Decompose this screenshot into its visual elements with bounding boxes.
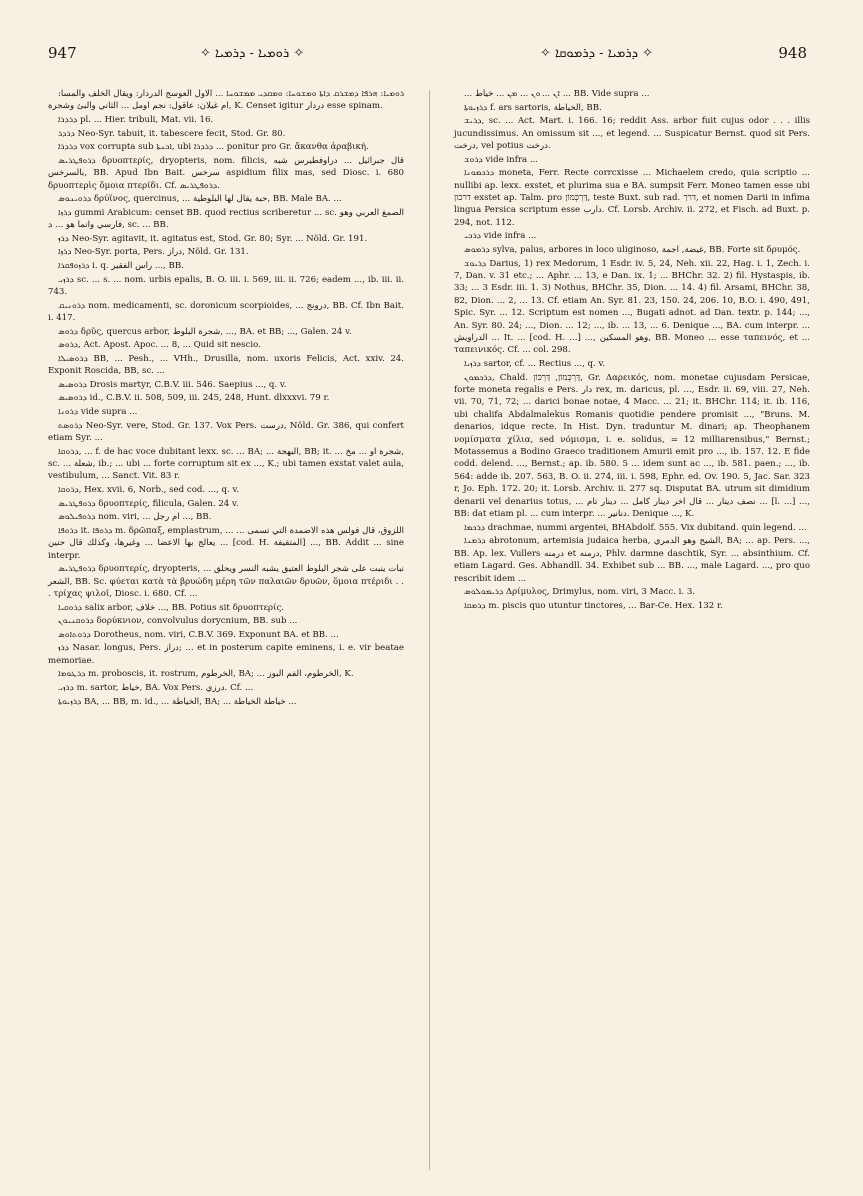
dictionary-entry: ܪܘܡܝܐ: ܗܪܦܐ ܕܡܫܪܩ ܕܐܬܐ ܘܡܫܘܚܐ: ܘܡܩܕܝ ܡܡܫܘܚܐ ... الاول العوسج الدردار: ويقال الخلف والمسا: ام غيلان: عاقول: نجم اومل ... الثاني والبئ وشجرة, K. Censet igitur دردار esse spinam. [48,89,404,112]
dictionary-entry: ܕܪܘܦܛܪܝܣ δρυοπτερίς, dryopteris, nom. filicis, قال جبرائيل ... دراوفطيرس شبه بالسرخس, BB. Apud Ibn Bait. سرخس aspidium filix mas, sed Diosc. i. 680 δρυοπτερὶς ὅμοια πτερίδι. Cf. ܕܪܘܦܛܪܝܣ. [48,155,404,191]
dictionary-entry: ܕܪܙܝ m. sartor, خياط, BA. Vox Pers. درزي. Cf. ... [58,682,254,693]
dictionary-entry: ܕܪܘܣܝܣ id., C.B.V. ii. 508, 509, iii. 245, 248, Hunt. dlxxxvi. 79 r. [58,393,330,404]
dictionary-entry: ܕܪܟܝ vide infra ... [464,231,537,242]
dictionary-entry: ܕܪܘܣܝܠܐ BB, ... Pesh., ... VHh., Drusilla, nom. uxoris Felicis, Act. xxiv. 24. Exponit Roscida, BB, sc. ... [48,353,404,377]
dictionary-entry: ܕܪܘܦܝܠܘܣ nom. viri, ... ام رجل ..., BB. [58,512,212,523]
dictionary-entry: ܕܪܙ Nasar. longus, Pers. دراز; ... et in posterum capite eminens, i. e. vir beatae memoriae. [48,643,404,666]
column-divider [429,90,430,1170]
dictionary-entry: ܕܪܙܝܘܬܐ f. ars sartoris, الخياطة, BB. [464,102,602,113]
left-running-head: ✧ ܪܘܡܝܐ - ܕܪܡܝܐ ✧ [200,46,305,61]
left-column [48,88,404,709]
dictionary-entry: ܕܪܛܘܡܐ m. proboscis, it. rostrum, الخرطوم, BA; ... الخرطوم، الفم البوز, K. [58,669,354,680]
dictionary-entry: ܕܪܘܩܝܐ salix arbor, خلاف ..., BB. Potius sit δρυοπτερίς. [58,602,285,613]
dictionary-entry: ܕܪܕܪ Neo-Syr. tabuit, it. tabescere fecit, Stod. Gr. 80. [58,128,286,139]
dictionary-entry: ܕܪܙܐ gummi Arabicum: censet BB. quod rectius scriberetur ... sc. الصمغ العربي وهو فارسي وانما هو ... ܕ, sc. ... BB. [48,207,404,231]
dictionary-entry: ܕܪܙܝܘܬܐ BA, ... BB, m. id., ... الخياطة, BA; ... خياطة الخياطة ... [58,696,297,707]
dictionary-entry: ܕܪܘܣܝܣ Drosis martyr, C.B.V. iii. 546. Saepius ..., q. v. [58,379,287,390]
dictionary-entry: ܕܪܘܢܐ vide supra ... [58,406,138,417]
dictionary-entry: ܕܪܘܦܐ it. ܕܪܘܦܐ m. δρῶπαξ, emplastrum, ... ... اللزوق، قال فولس هذه الاضمدة التي تسمى ... يعالج بها الاعضا ... وغيرها، وكذلك قال حنين [cod. H. المتقيفة] ..., BB. Addit ... sine interpr. [48,525,404,561]
dictionary-entry: ܕܪܝܡܘܠܘܣ Δρίμυλος, Drimylus, nom. viri, 3 Macc. i. 3. [464,587,696,598]
dictionary-entry: ܕܪܙܝܐ sartor, cf. ... Rectius ..., q. v. [464,359,606,370]
dictionary-entry: ܕܪܘܣܬ Neo-Syr. vere, Stod. Gr. 137. Vox Pers. درست, Nöld. Gr. 386, qui confert etiam Syr. ... [48,420,405,443]
dictionary-entry: ܕܪܡܩܐ m. piscis quo utuntur tinctores, ... Bar-Ce. Hex. 132 r. [464,600,723,611]
dictionary-entry: ܕܪܙܐ Neo-Syr. porta, Pers. دراز, Nöld. Gr. 131. [58,247,249,258]
dictionary-entry: ܕܪܘܩܐ, ... f. de hac voce dubitant lexx. sc. ... BA; ... البهجة, BB; it. ... شجرة او ... مخ, sc. ... شعلة, ib.; ... ubi ... forte corruptum sit ex ..., K.; ubi tamen exstat valet aula, vestibulum, ... Sanct. Vit. 83 r. [48,446,404,482]
dictionary-entry: ܕܪܘܦܛܪܝܣ δρυοπτερίς, filicula, Galen. 24 v. [58,498,239,509]
dictionary-entry: ܕܪܟܡܐ drachmae, nummi argentei, BHAbdolf. 555. Vix dubitand. quin legend. ... [464,522,807,533]
dictionary-entry: ܕܪܟܡܘܢ, Chald. דַּרְכְּמוֹן, דַּרְכּוֹן, Gr. Δαρεικός, nom. monetae cujusdam Persicae, forte moneta regalis e Pers. دار rex, m. daricus, pl. ..., Esdr. ii. 69, viii. 27, Neh. vii. 70, 71, 72; ... darici bonae notae, 4 Macc. ... 21; it. BHChr. 114; it. ib. 116, ubi chalifa Abdalmalekus Romanis quotidie pendere promisit ..., "Bruns. M. denarios, idque recte. In Hist. Dyn. traduntur M. dinari; ap. Theophanem νομίσματα χίλια, sed νόμισμα, i. e. solidus, = 12 milliarensibus," Bernst.; Motassemus a Bodino Graeco traditionem Amurii emit pro ..., ib. 157. 12. E fide codd. delend. ..., Bernst.; ap. ib. 580. 5 ... idem sunt ac ..., ib. 581. paen.; ..., ib. 564: adde ib. 207. 563, B. O. ii. 274, iii. i. 598, Ephr. ed. Ov. 190. 5, Jac. Sar. 323 r, Jo. Eph. 172. 20; it. Lorsb. Archiv. ii. 277 sq. Disputat BA. utrum sit dimidium denarii vel denarius totus, ... نصف دينار ... قال اخر دينار كامل ... دينار تام ... [l. ...] ..., BB: dat etiam pl. ... cum interpr. ... دنانير. Denique ..., K. [454,372,810,520]
right-page-number: 948 [778,44,807,62]
dictionary-entry: ܕܪܘܩܐ, Hex. xvii. 6, Norb., sed cod. ..., q. v. [58,484,240,495]
dictionary-entry: ܕܪܡܢܐ abrotonum, artemisia judaica herba, الشيح وهو الدمري, BA; ... ap. Pers. ..., BB. Ap. lex. Vullers درمنه et درمنه, Phlv. darmne daschtik, Syr. ... absinthium. Cf. etiam Lagard. Ges. Abhandll. 34. Exhibet sub ... BB. ..., male Lagard. ..., pro quo rescribit idem ... [454,536,810,584]
dictionary-entry: ܕܪܝܫ, sc. ... Act. Mart. i. 166. 16; reddit Ass. arbor fuit cujus odor . . . illis jucundissimus. An omissum sit ..., et legend. ... Suspicatur Bernst. quod sit Pers. درخت, vel potius درخت. [454,116,810,151]
dictionary-entry: ܕܪܙܘܦܩܪܐ i. q. راس الفقير ..., BB. [58,260,184,271]
right-running-head: ✧ ܕܪܡܝܐ - ܕܪܡܘܩܐ ✧ [540,46,654,61]
dictionary-entry: ܕܪܘܦܛܪܝܣ δρυοπτερίς, dryopteris, ... نبات ينبت على شجر البلوط العتيق يشبه النسر ويحلق الشعر, BB. Sc. φύεται κατὰ τὰ βρυώδη μέρη τῶν παλαιῶν δρυῶν, ὅμοια πτέριδι . . . τρίχας ψιλοῖ, Diosc. i. 680. Cf. ... [48,564,404,599]
dictionary-entry: ܕܪܘܫ vide infra ... [464,154,539,165]
dictionary-entry: ܕܪܙ Neo-Syr. agitavit, it. agitatus est, Stod. Gr. 80; Syr. ... Nöld. Gr. 191. [58,233,368,244]
dictionary-entry: ܕܪܙܝ sc. ... s. ... nom. urbis epalis, B. O. iii. i. 569, iii. ii. 726; eadem ..., ib. iii. ii. 743. [48,274,404,297]
dictionary-entry: ܕܪܝܘܫ Darius, 1) rex Medorum, 1 Esdr. iv. 5, 24, Neh. xii. 22, Hag. i. 1, Zech. i. 7, Dan. v. 31 etc.; ... Aphr. ... 13, e Dan. ix. 1; ... BHChr. 32. 2) fil. Hystaspis, ib. 33; ... 3 Esdr. iii. 1. 3) Nothus, BHChr. 35, Dion. ... 14. 4) fil. Arsami, BHChr. 38, 82, Dion. ... 2, ... 13. Cf. etiam An. Syr. 81. 23, 150. 24, 206. 10, B.O. i. 490, 491, Spic. Syr. ... 12. Scriptum est nomen ..., Bugati adnot. ad Dan. textr. p. 144; ..., An. Syr. 80. 24; ..., Dion. ... 12; ..., ib. ... 13, ... 6. Denique ..., BA. cum interpr. ... الدراويش ... It. ... [cod. H. ...] ..., وهو المسكين, BB. Moneo ... esse ταπεινός, et ... ταπεινικός. Cf. ... col. 298. [454,258,811,356]
right-column [454,88,810,613]
dictionary-entry: ܕܪܘܣ, Act. Apost. Apoc. ... 8, ... Quid sit nescio. [58,340,261,351]
running-header [0,44,863,68]
dictionary-entry: ܕܪܘܣ δρῦς, quercus arbor, شجرة البلوط, ..., BA. et BB; ..., Galen. 24 v. [58,326,352,337]
dictionary-entry: ܕܪܘܩܢܝܘܢ δορύκνιον, convolvulus dorycnium, BB. sub ... [58,616,298,627]
dictionary-entry: ܕܪܘܝܢܘܣ δρύϊνος, quercinus, ... حبة يقال لها البلوطية, BB. Male BA. ... [58,194,342,205]
dictionary-entry: ܕܪܟܡܘܢܐ moneta, Ferr. Recte corrcxisse ... Michaelem credo, quia scriptio ... nullibi ap. lexx. exstet, et plurima sua e BA. sumpsit Ferr. Moneo tamen esse ubi דרכון exstet ap. Talm. pro דַּרְכְּמוֹן, teste Buxt. sub rad. דרך, et nomen Darii in infima lingua Persica scriptum esse دارب. Cf. Lorsb. Archiv. ii. 272, et Fisch. ad Buxt. p. 294, not. 112. [454,168,811,228]
dictionary-entry: ܕܪܘܬܐܘܣ Dorotheus, nom. viri, C.B.V. 369. Exponunt BA. et BB. ... [58,629,339,640]
dictionary-entry: ܕܪܘܢܝܩ nom. medicamenti, sc. doronicum scorpioides, ... درونج, BB. Cf. Ibn Bait. i. 417. [48,300,404,323]
dictionary-entry: ܕܪܕܪܐ pl. ... Hier. tribuli, Mat. vii. 16. [58,115,214,125]
left-page-number: 947 [48,44,77,62]
dictionary-entry: ... ܐܢ ... ܘܢ ... ܡܢ ... خياط ... BB. Vide supra ... [464,89,650,99]
dictionary-entry: ܕܪܡܘܣ sylva, palus, arbores in loco uliginoso, غيضة, اجمة, BB. Forte sit δρυμός. [464,245,801,255]
dictionary-entry: ܕܪܕܪܐ vox corrupta sub ܐܟܢܬܐ, ubi ܕܪܕܪܐ ... ponitur pro Gr. ἄκανθα ἀραβική. [58,142,369,153]
